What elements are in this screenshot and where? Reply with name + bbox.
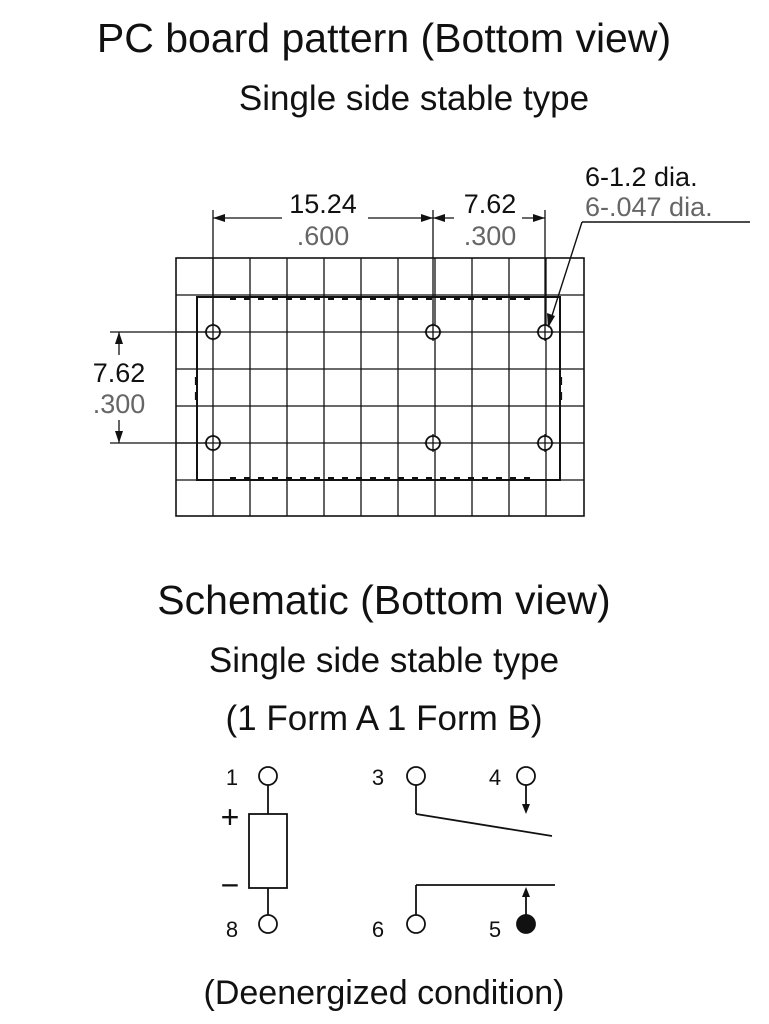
pin-label-6: 6 [371,917,385,942]
terminal-icon [259,915,277,933]
hole-icon [204,434,222,452]
dim-pitch-small-in: .300 [463,221,517,251]
pin-label-1: 1 [225,765,239,790]
schematic-caption: (Deenergized condition) [203,974,565,1012]
hole-dia-in: 6-.047 dia. [585,192,713,222]
dimension-horizontal [213,189,545,324]
hole-icon [536,323,554,341]
pin-label-3: 3 [371,765,385,790]
contact-symbol [407,767,555,933]
minus-sign: − [220,867,240,903]
coil-symbol [249,767,287,933]
hole-callout [547,162,750,328]
schematic-title: Schematic (Bottom view) [157,577,611,623]
pin-label-5: 5 [488,917,502,942]
pin-label-8: 8 [225,917,239,942]
terminal-icon [407,767,425,785]
arrow-down-icon [522,804,530,814]
terminal-filled-icon [517,915,535,933]
terminal-icon [259,767,277,785]
schematic-subtitle: Single side stable type [208,641,560,680]
dim-pitch-small-mm: 7.62 [463,189,517,219]
dim-pitch-large-mm: 15.24 [289,189,357,219]
schematic-form: (1 Form A 1 Form B) [225,699,543,738]
dimension-vertical [93,332,205,443]
pcb-grid [176,258,584,516]
hole-icon [424,323,442,341]
armature-icon [416,814,552,836]
terminal-icon [517,767,535,785]
hole-dia-mm: 6-1.2 dia. [585,162,698,192]
pcb-subtitle: Single side stable type [238,79,590,118]
pin-label-4: 4 [488,765,502,790]
plus-sign: + [220,799,240,835]
coil-icon [249,814,287,888]
hole-icon [204,323,222,341]
hole-icon [424,434,442,452]
hole-icon [536,434,554,452]
pcb-title: PC board pattern (Bottom view) [96,15,672,61]
dim-pitch-large-in: .600 [296,221,350,251]
dim-row-in: .300 [92,389,146,419]
dim-row-mm: 7.62 [92,358,146,388]
terminal-icon [407,915,425,933]
pcb-holes [204,323,554,452]
